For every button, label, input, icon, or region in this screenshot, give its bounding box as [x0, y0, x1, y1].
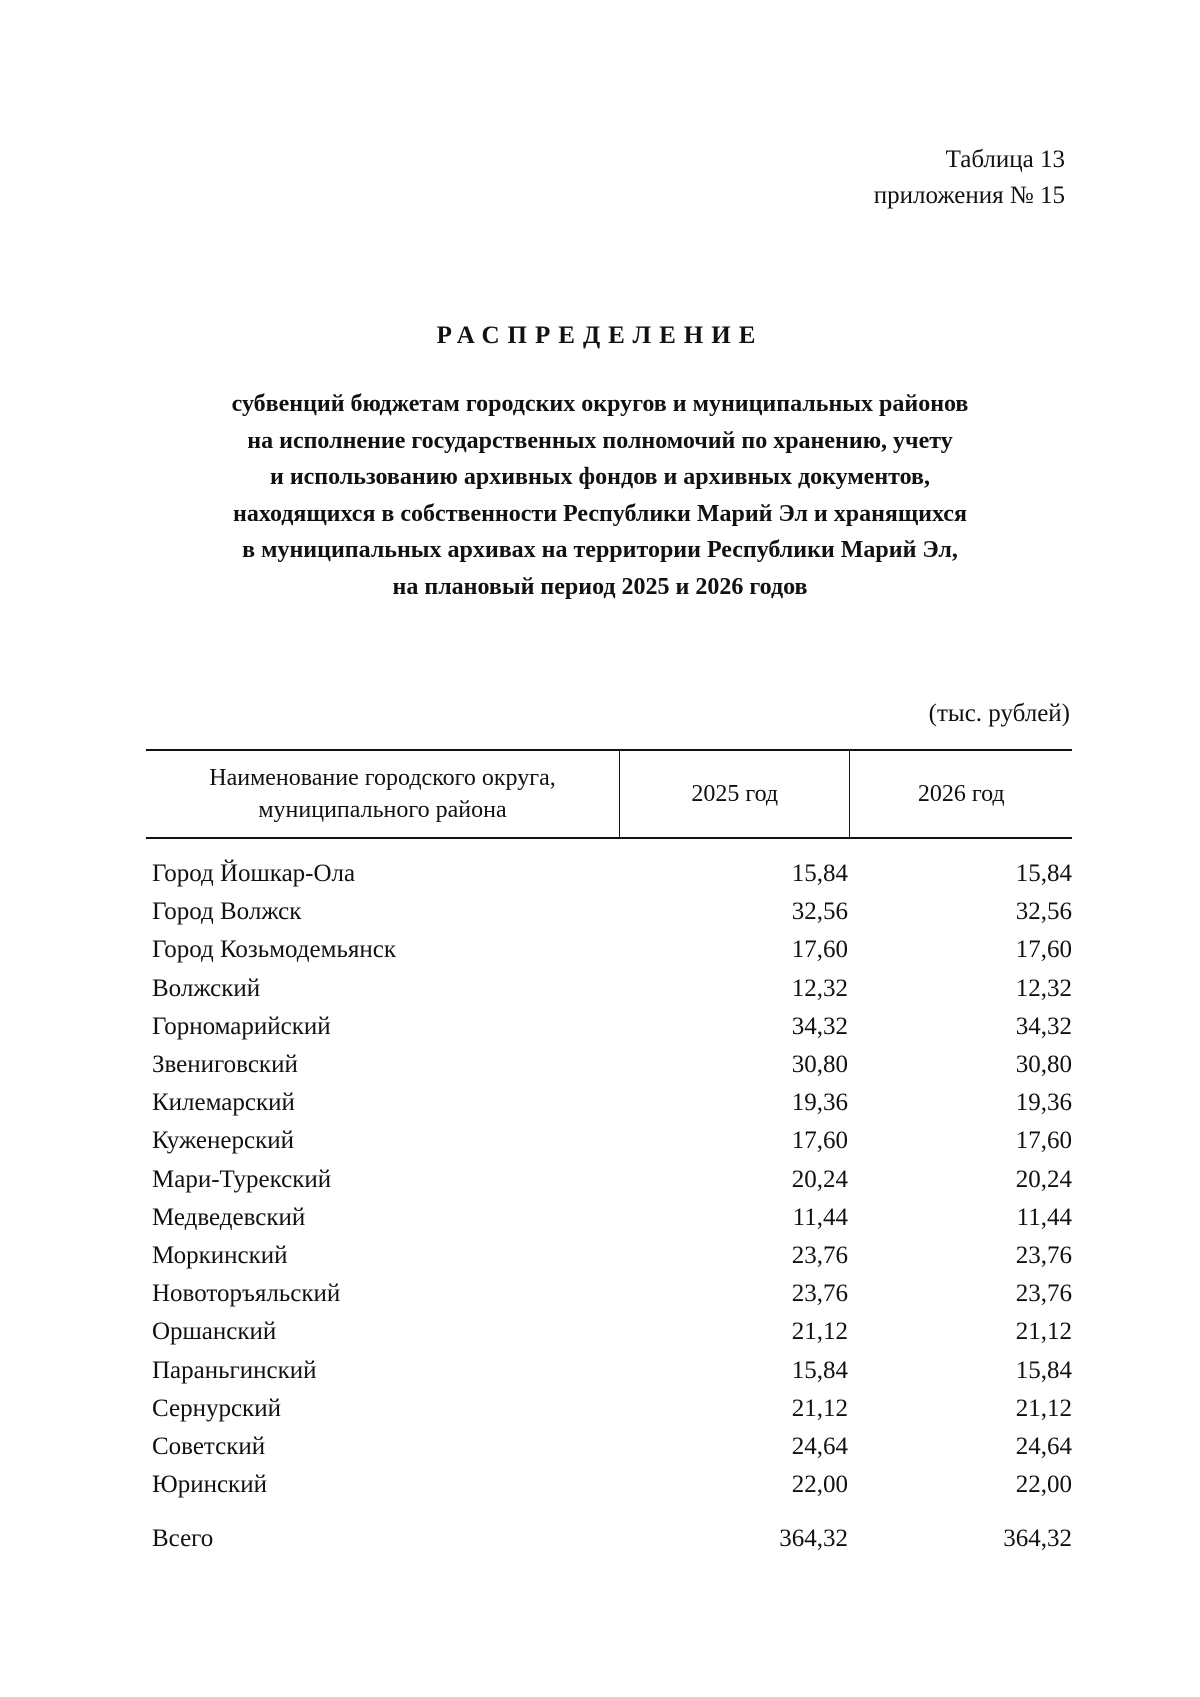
- row-value-2025: 15,84: [791, 860, 848, 888]
- table-row: [146, 1237, 1072, 1275]
- subtitle-line: в муниципальных архивах на территории Республики Марий Эл,: [242, 537, 958, 563]
- row-value-2026: 12,32: [1015, 974, 1072, 1002]
- row-value-2025: 17,60: [791, 1127, 848, 1155]
- row-value-2026: 17,60: [1015, 1127, 1072, 1155]
- row-name: Оршанский: [152, 1318, 277, 1346]
- row-value-2026: 15,84: [1015, 1356, 1072, 1384]
- table-reference: [874, 142, 1065, 214]
- subtitle-line: находящихся в собственности Республики Марий Эл и хранящихся: [233, 500, 967, 527]
- table-row: [146, 1122, 1072, 1160]
- column-header-2025: 2025 год: [619, 751, 850, 837]
- table-number-label: Таблица 13: [945, 146, 1065, 173]
- column-header-name-line: муниципального района: [258, 797, 507, 823]
- table-body: [146, 855, 1072, 1558]
- column-header-2026: 2026 год: [849, 751, 1072, 837]
- row-value-2025: 32,56: [791, 898, 848, 926]
- table-row: [146, 855, 1072, 893]
- row-value-2025: 20,24: [791, 1165, 848, 1193]
- total-label: Всего: [152, 1525, 214, 1553]
- table-row: [146, 931, 1072, 969]
- table-row: [146, 893, 1072, 931]
- row-value-2026: 20,24: [1015, 1165, 1072, 1193]
- row-value-2026: 21,12: [1015, 1394, 1072, 1422]
- total-value-2026: 364,32: [1003, 1525, 1072, 1553]
- row-value-2025: 11,44: [792, 1203, 848, 1231]
- row-name: Советский: [152, 1432, 266, 1460]
- table-row: [146, 1275, 1072, 1313]
- row-name: Звениговский: [152, 1051, 298, 1079]
- row-value-2025: 30,80: [791, 1051, 848, 1079]
- row-value-2026: 19,36: [1015, 1089, 1072, 1117]
- row-value-2025: 12,32: [791, 974, 848, 1002]
- table-row: [146, 1199, 1072, 1237]
- row-name: Медведевский: [152, 1203, 306, 1231]
- subtitle-line: субвенций бюджетам городских округов и муниципальных районов: [231, 391, 969, 417]
- row-name: Волжский: [152, 974, 261, 1002]
- row-name: Сернурский: [152, 1394, 281, 1422]
- table-row: [146, 1046, 1072, 1084]
- document-subtitle: [100, 386, 1100, 605]
- row-name: Куженерский: [152, 1127, 294, 1155]
- row-name: Моркинский: [152, 1241, 288, 1269]
- appendix-number-label: приложения № 15: [873, 182, 1065, 209]
- row-value-2026: 30,80: [1015, 1051, 1072, 1079]
- row-value-2026: 22,00: [1015, 1471, 1072, 1499]
- row-value-2026: 21,12: [1015, 1318, 1072, 1346]
- row-value-2025: 19,36: [791, 1089, 848, 1117]
- row-name: Параньгинский: [152, 1356, 317, 1384]
- distribution-table: [146, 749, 1072, 1558]
- row-value-2026: 24,64: [1015, 1432, 1072, 1460]
- table-row: [146, 1161, 1072, 1199]
- row-name: Килемарский: [152, 1089, 295, 1117]
- table-row: [146, 1390, 1072, 1428]
- row-name: Юринский: [152, 1471, 267, 1499]
- units-label: (тыс. рублей): [928, 700, 1070, 727]
- table-header-row: [146, 749, 1072, 839]
- table-row: [146, 1428, 1072, 1466]
- row-name: Город Козьмодемьянск: [152, 936, 396, 964]
- total-value-2025: 364,32: [779, 1525, 848, 1553]
- table-row: [146, 1351, 1072, 1389]
- row-value-2025: 23,76: [791, 1241, 848, 1269]
- table-total-row: [146, 1520, 1072, 1558]
- table-row: [146, 1313, 1072, 1351]
- row-value-2026: 23,76: [1015, 1241, 1072, 1269]
- row-value-2026: 23,76: [1015, 1280, 1072, 1308]
- row-value-2025: 21,12: [791, 1318, 848, 1346]
- subtitle-line: и использованию архивных фондов и архивных документов,: [270, 464, 930, 490]
- column-header-name-line: Наименование городского округа,: [209, 765, 556, 791]
- table-row: [146, 1466, 1072, 1504]
- row-name: Горномарийский: [152, 1012, 331, 1040]
- row-name: Город Йошкар-Ола: [152, 860, 356, 888]
- row-value-2026: 34,32: [1015, 1012, 1072, 1040]
- row-value-2025: 22,00: [791, 1471, 848, 1499]
- column-header-name: [146, 751, 619, 837]
- subtitle-line: на исполнение государственных полномочий по хранению, учету: [247, 427, 953, 454]
- row-name: Новоторъяльский: [152, 1280, 341, 1308]
- row-value-2026: 11,44: [1016, 1203, 1072, 1231]
- row-value-2025: 21,12: [791, 1394, 848, 1422]
- row-name: Город Волжск: [152, 898, 302, 926]
- document-title: РАСПРЕДЕЛЕНИЕ: [436, 322, 764, 349]
- row-value-2026: 32,56: [1015, 898, 1072, 926]
- row-value-2025: 34,32: [791, 1012, 848, 1040]
- row-value-2026: 15,84: [1015, 860, 1072, 888]
- row-value-2025: 17,60: [791, 936, 848, 964]
- table-row: [146, 1084, 1072, 1122]
- table-row: [146, 970, 1072, 1008]
- row-value-2025: 23,76: [791, 1280, 848, 1308]
- table-row: [146, 1008, 1072, 1046]
- row-value-2025: 15,84: [791, 1356, 848, 1384]
- row-value-2026: 17,60: [1015, 936, 1072, 964]
- subtitle-line: на плановый период 2025 и 2026 годов: [392, 573, 808, 600]
- row-value-2025: 24,64: [791, 1432, 848, 1460]
- row-name: Мари-Турекский: [152, 1165, 332, 1193]
